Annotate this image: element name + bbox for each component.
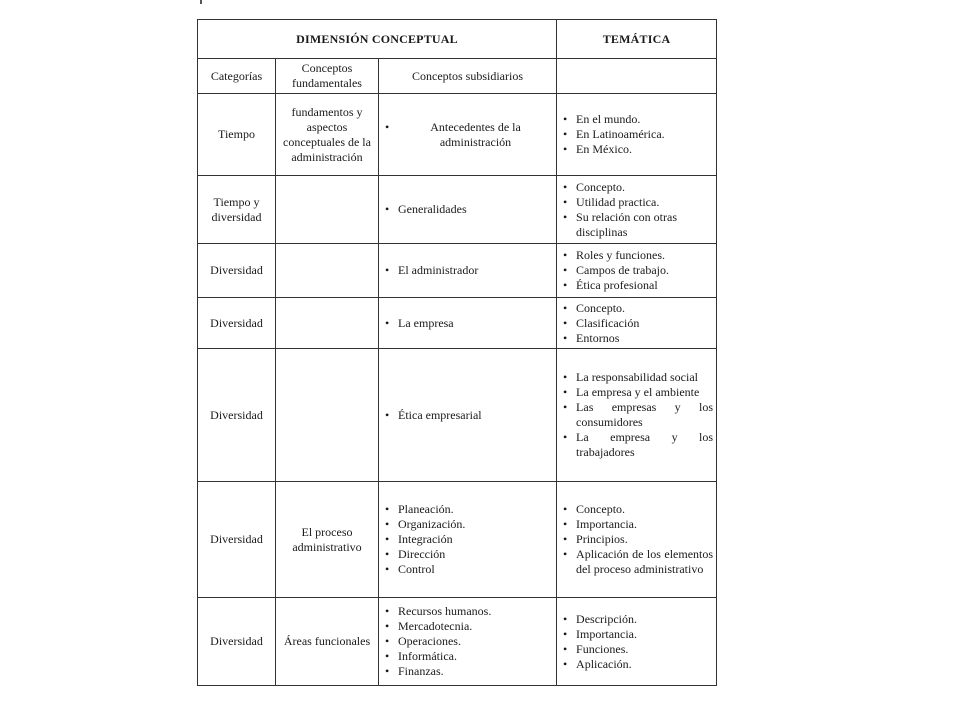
list-item: • Aplicación.	[560, 657, 713, 672]
subsidiarios-cell	[379, 176, 557, 244]
list-item: • Integración	[382, 532, 553, 547]
list-item: • Las empresas y los consumidores	[560, 400, 713, 430]
categoria-cell: Diversidad	[198, 349, 276, 482]
table-row	[198, 244, 717, 298]
table-row	[198, 176, 717, 244]
categoria-cell: Tiempo y diversidad	[198, 176, 276, 244]
tematica-cell	[557, 598, 717, 686]
dimension-header: DIMENSIÓN CONCEPTUAL	[198, 20, 557, 59]
fundamental-cell	[276, 176, 379, 244]
fundamental-cell	[276, 349, 379, 482]
list-item: • Concepto.	[560, 301, 713, 316]
list-item: • La empresa y los trabajadores	[560, 430, 713, 460]
tematica-cell	[557, 298, 717, 349]
categoria-cell: Tiempo	[198, 94, 276, 176]
page-edge-mark	[200, 0, 202, 4]
list-item: • Ética profesional	[560, 278, 713, 293]
tematica-cell	[557, 482, 717, 598]
table-row	[198, 298, 717, 349]
list-item: • La empresa y el ambiente	[560, 385, 713, 400]
table-row	[198, 482, 717, 598]
list-item: • Planeación.	[382, 502, 553, 517]
list-item: • Finanzas.	[382, 664, 553, 679]
list-item: • En México.	[560, 142, 713, 157]
list-item: • Generalidades	[382, 202, 553, 217]
list-item: • En Latinoamérica.	[560, 127, 713, 142]
table-row	[198, 349, 717, 482]
list-item: • Ética empresarial	[382, 408, 553, 423]
list-item: • Entornos	[560, 331, 713, 346]
tematica-cell	[557, 349, 717, 482]
list-item: • Concepto.	[560, 502, 713, 517]
fundamental-cell: El proceso administrativo	[276, 482, 379, 598]
list-item: • Dirección	[382, 547, 553, 562]
subsidiarios-cell	[379, 349, 557, 482]
tematica-cell	[557, 244, 717, 298]
list-item: • Mercadotecnia.	[382, 619, 553, 634]
table-row	[198, 598, 717, 686]
subsidiarios-cell	[379, 298, 557, 349]
categoria-cell: Diversidad	[198, 244, 276, 298]
list-item: • Importancia.	[560, 627, 713, 642]
list-item: • Recursos humanos.	[382, 604, 553, 619]
categoria-cell: Diversidad	[198, 482, 276, 598]
list-item: • Funciones.	[560, 642, 713, 657]
list-item: • Descripción.	[560, 612, 713, 627]
categoria-cell: Diversidad	[198, 598, 276, 686]
subsidiarios-header: Conceptos subsidiarios	[379, 59, 557, 94]
list-item: • Campos de trabajo.	[560, 263, 713, 278]
list-item: • Roles y funciones.	[560, 248, 713, 263]
tematica-cell	[557, 94, 717, 176]
fundamental-cell: fundamentos y aspectos conceptuales de la administración	[276, 94, 379, 176]
tematica-subheader-empty	[557, 59, 717, 94]
subsidiarios-cell	[379, 598, 557, 686]
list-item: • Operaciones.	[382, 634, 553, 649]
fundamental-cell: Áreas funcionales	[276, 598, 379, 686]
list-item: • Control	[382, 562, 553, 577]
list-item: • El administrador	[382, 263, 553, 278]
list-item: • Utilidad practica.	[560, 195, 713, 210]
list-item: • Su relación con otras disciplinas	[560, 210, 713, 240]
list-item: • Concepto.	[560, 180, 713, 195]
header-row-main	[198, 20, 717, 59]
curriculum-table	[197, 19, 717, 686]
fundamentales-header: Conceptos fundamentales	[276, 59, 379, 94]
subsidiarios-cell	[379, 94, 557, 176]
list-item: • Organización.	[382, 517, 553, 532]
list-item: • Principios.	[560, 532, 713, 547]
categoria-cell: Diversidad	[198, 298, 276, 349]
list-item: • En el mundo.	[560, 112, 713, 127]
list-item: • Informática.	[382, 649, 553, 664]
categorias-header: Categorías	[198, 59, 276, 94]
list-item: • La empresa	[382, 316, 553, 331]
fundamental-cell	[276, 244, 379, 298]
list-item: • Clasificación	[560, 316, 713, 331]
subsidiarios-cell	[379, 482, 557, 598]
list-item: • Importancia.	[560, 517, 713, 532]
list-item: • Antecedentes de la administración	[382, 120, 553, 150]
fundamental-cell	[276, 298, 379, 349]
list-item: • La responsabilidad social	[560, 370, 713, 385]
table-row	[198, 94, 717, 176]
tematica-header: TEMÁTICA	[557, 20, 717, 59]
header-row-sub	[198, 59, 717, 94]
tematica-cell	[557, 176, 717, 244]
subsidiarios-cell	[379, 244, 557, 298]
list-item: • Aplicación de los elementos del proceso administrativo	[560, 547, 713, 577]
